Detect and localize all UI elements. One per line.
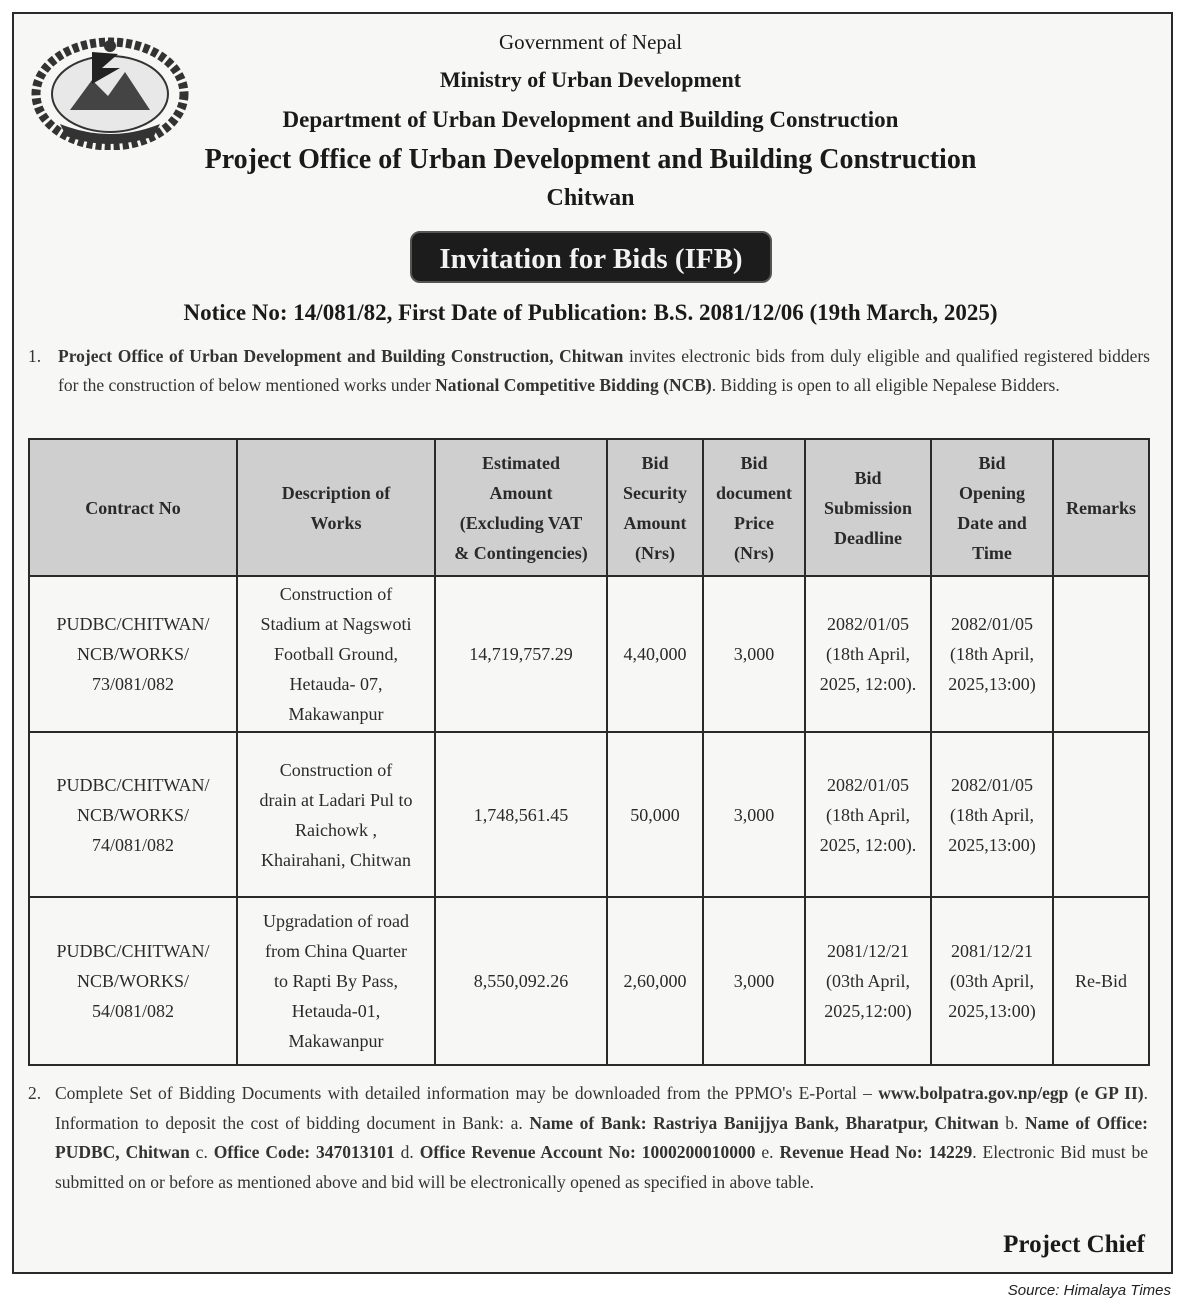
security-cell: 4,40,000 (607, 576, 703, 732)
paragraph-1 (28, 342, 1150, 400)
amount-cell: 1,748,561.45 (435, 732, 607, 897)
revenue-head: Revenue Head No: 14229 (779, 1142, 973, 1162)
description-cell: Upgradation of road from China Quarter to Rapti By Pass, Hetauda-01, Makawanpur (237, 897, 435, 1065)
office-name: Project Office of Urban Development and Building Construction, Chitwan (58, 346, 624, 366)
remarks-cell (1053, 732, 1149, 897)
contract-no-cell: PUDBC/CHITWAN/ NCB/WORKS/ 73/081/082 (29, 576, 237, 732)
price-cell: 3,000 (703, 897, 805, 1065)
paragraph-2 (28, 1079, 1148, 1197)
security-cell: 2,60,000 (607, 897, 703, 1065)
remarks-cell: Re-Bid (1053, 897, 1149, 1065)
para-text: . Information to deposit the cost of bidding document in Bank: a. (55, 1083, 1148, 1133)
table-row (29, 576, 1149, 732)
table-row (29, 732, 1149, 897)
header-project-office: Project Office of Urban Development and Building Construction (204, 144, 977, 175)
deadline-cell: 2082/01/05 (18th April, 2025, 12:00). (805, 576, 931, 732)
deadline-cell: 2081/12/21 (03th April, 2025,12:00) (805, 897, 931, 1065)
opening-cell: 2082/01/05 (18th April, 2025,13:00) (931, 732, 1053, 897)
para-text: . Electronic Bid must be submitted on or before as mentioned above and bid will be electronically opened as specified in above table. (55, 1142, 1149, 1192)
table-row (29, 897, 1149, 1065)
egp-portal-link[interactable]: www.bolpatra.gov.np/egp (e GP II) (878, 1083, 1144, 1103)
opening-cell: 2082/01/05 (18th April, 2025,13:00) (931, 576, 1053, 732)
opening-cell: 2081/12/21 (03th April, 2025,13:00) (931, 897, 1053, 1065)
header-remarks: Remarks (1053, 439, 1149, 576)
ncb-label: National Competitive Bidding (NCB) (435, 375, 712, 395)
remarks-cell (1053, 576, 1149, 732)
paragraph-number: 2. (28, 1083, 42, 1103)
header-contract-no: Contract No (29, 439, 237, 576)
contract-no-cell: PUDBC/CHITWAN/ NCB/WORKS/ 74/081/082 (29, 732, 237, 897)
description-cell: Construction of Stadium at Nagswoti Football Ground, Hetauda- 07, Makawanpur (237, 576, 435, 732)
source-credit: Source: Himalaya Times (1007, 1282, 1171, 1299)
ifb-title-badge: Invitation for Bids (IFB) (410, 231, 772, 283)
paragraph-number: 1. (28, 346, 42, 366)
amount-cell: 8,550,092.26 (435, 897, 607, 1065)
header-description: Description of Works (237, 439, 435, 576)
para-text: Complete Set of Bidding Documents with detailed information may be downloaded from the PPMO's E-Portal – (55, 1083, 879, 1103)
header-bid-security: Bid Security Amount (Nrs) (607, 439, 703, 576)
header-document-price: Bid document Price (Nrs) (703, 439, 805, 576)
amount-cell: 14,719,757.29 (435, 576, 607, 732)
bids-table (28, 438, 1150, 1066)
price-cell: 3,000 (703, 576, 805, 732)
header-estimated-amount: Estimated Amount (Excluding VAT & Contingencies) (435, 439, 607, 576)
header-location: Chitwan (546, 185, 635, 211)
security-cell: 50,000 (607, 732, 703, 897)
signature-project-chief: Project Chief (1003, 1231, 1145, 1258)
para-text: invites electronic bids from duly eligible and qualified registered bidders for the construction of below mentioned works under (58, 346, 1150, 395)
para-text: e. (755, 1142, 780, 1162)
price-cell: 3,000 (703, 732, 805, 897)
header-ministry: Ministry of Urban Development (439, 67, 742, 92)
header-department: Department of Urban Development and Building Construction (282, 107, 899, 132)
header-government: Government of Nepal (498, 30, 683, 54)
para-text: d. (394, 1142, 420, 1162)
table-header-row (29, 439, 1149, 576)
header-opening-time: Bid Opening Date and Time (931, 439, 1053, 576)
notice-line: Notice No: 14/081/82, First Date of Publication: B.S. 2081/12/06 (19th March, 2025) (183, 300, 998, 325)
bank-name: Name of Bank: Rastriya Banijjya Bank, Bharatpur, Chitwan (529, 1112, 999, 1133)
contract-no-cell: PUDBC/CHITWAN/ NCB/WORKS/ 54/081/082 (29, 897, 237, 1065)
office-code: Office Code: 347013101 (213, 1142, 395, 1162)
para-text: . Bidding is open to all eligible Nepalese Bidders. (711, 375, 1060, 395)
deadline-cell: 2082/01/05 (18th April, 2025, 12:00). (805, 732, 931, 897)
header-submission-deadline: Bid Submission Deadline (805, 439, 931, 576)
para-text: b. (998, 1112, 1026, 1133)
description-cell: Construction of drain at Ladari Pul to Raichowk , Khairahani, Chitwan (237, 732, 435, 897)
revenue-account: Office Revenue Account No: 1000200010000 (419, 1142, 756, 1162)
para-text: c. (189, 1142, 214, 1162)
office-name-detail: Name of Office: PUDBC, Chitwan (55, 1112, 1148, 1162)
